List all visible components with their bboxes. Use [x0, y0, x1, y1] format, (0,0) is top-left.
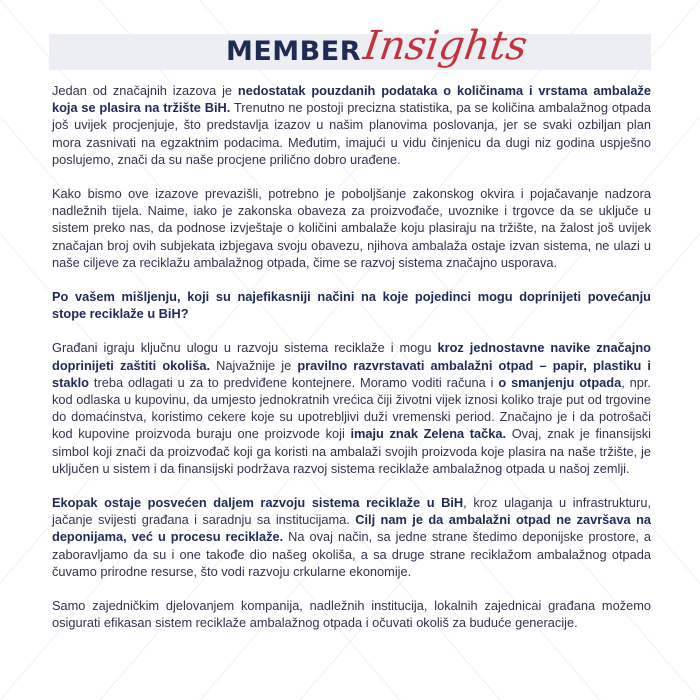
article-body	[52, 82, 651, 648]
paragraph-3: Građani igraju ključnu ulogu u razvoju sistema reciklaže i mogu kroz jednostavne navike značajno doprinijeti zaštiti okoliša. Najvažnije je pravilno razvrstavati ambalažni otpad – papir, plastiku i staklo treba odlagati u za to predviđene kontejnere. Moramo voditi računa i o smanjenju otpada, npr. kod odlaska u kupovinu, da umjesto jednokratnih vrećica čiji životni vijek iznosi koliko traje put od trgovine do domaćinstva, koristimo cekere koje su upotrebljivi duži vremenski period. Značajno je i da potrošači kod kupovine proizvoda buraju one proizvode koji imaju znak Zelena tačka. Ovaj, znak je finansijski simbol koji znači da proizvođač koji ga koristi na ambalaži svojih proizvoda koje plasira na naše tržište, je uključen u sistem i da finansijski podržava razvoj sistema reciklaže ambalažnog otpada u našoj zemlji.	[52, 340, 651, 476]
paragraph-4: Ekopak ostaje posvećen daljem razvoju sistema reciklaže u BiH, kroz ulaganja u infrastrukturu, jačanje svijesti građana i saradnju sa institucijama. Cilj nam je da ambalažni otpad ne završava na deponijama, već u procesu reciklaže. Na ovaj način, sa jedne strane štedimo deponijske prostore, a zaboravljamo da su i one takođe dio našeg okoliša, a sa druge strane reciklažom ambalažnog otpada čuvamo prirodne resurse, što vodi razvoju crkularne ekonomije.	[52, 495, 652, 579]
title-member: MEMBER	[226, 36, 361, 67]
interview-question: Po vašem mišljenju, koji su najefikasniji načini na koje pojedinci mogu doprinijeti povećanju stope reciklaže u BiH?	[52, 289, 651, 322]
title-insights: Insights	[360, 23, 531, 69]
paragraph-2: Kako bismo ove izazove prevazišli, potrebno je poboljšanje zakonskog okvira i pojačavanje nadzora nadležnih tijela. Naime, iako je zakonska obaveza za proizvođače, uvoznike i trgovce da se uključe u sistem preko nas, da podnose izvještaje o količini ambalaže koju plasiraju na tržište, na žalost još uvijek značajan broj ovih subjekata izbjegava svoju obavezu, njihova ambalaža ostaje izvan sistema, ne ulazi u naše ciljeve za reciklažu ambalažnog otpada, čime se razvoj sistema značajno usporava.	[52, 186, 651, 270]
paragraph-1: Jedan od značajnih izazova je nedostatak pouzdanih podataka o količinama i vrstama ambalaže koja se plasira na tržište BiH. Trenutno ne postoji precizna statistika, pa se količina ambalažnog otpada još uvijek procjenjuje, što predstavlja izazov u našim planovima poslovanja, jer se svaki ozbiljan plan mora zasnivati na egzaktnim podacima. Međutim, imajući u vidu činjenicu da dugi niz godina uspješno poslujemo, znači da su naše procjene prilično dobro urađene.	[52, 83, 652, 167]
paragraph-5: Samo zajedničkim djelovanjem kompanija, nadležnih institucija, lokalnih zajednicai građana možemo osigurati efikasan sistem reciklaže ambalažnog otpada i očuvati okoliš za buduće generacije.	[52, 598, 651, 631]
